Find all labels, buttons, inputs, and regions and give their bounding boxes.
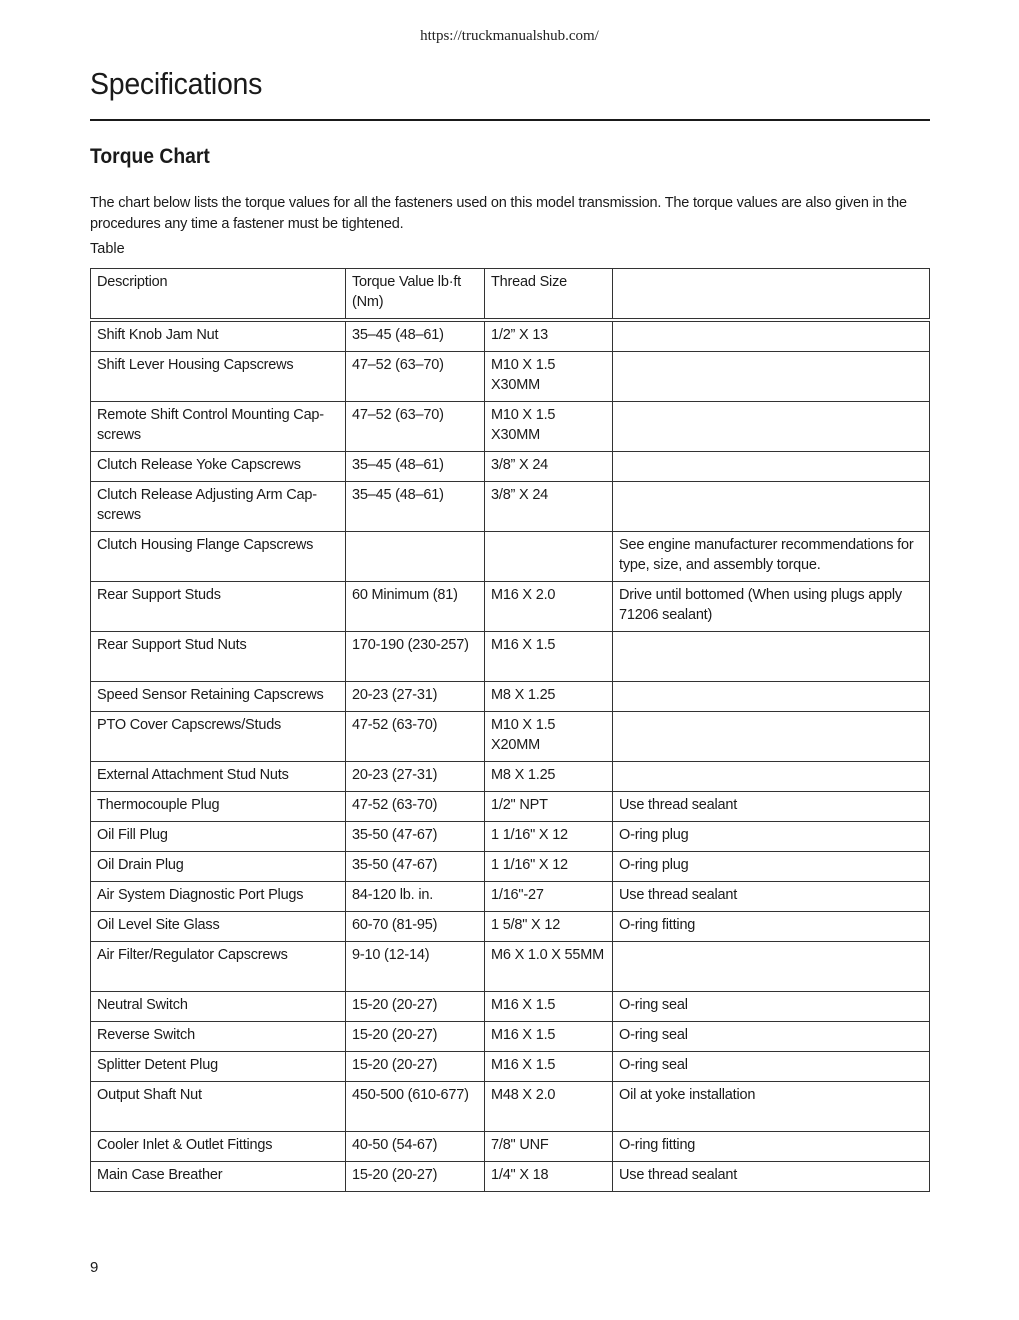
cell-torque: 20-23 (27-31) [346,762,485,792]
cell-torque: 47–52 (63–70) [346,402,485,452]
table-row [91,1082,930,1132]
cell-thread: M16 X 1.5 [485,992,613,1022]
cell-description: Rear Support Stud Nuts [91,632,346,682]
cell-notes: Use thread sealant [613,792,930,822]
table-row [91,320,930,352]
cell-torque: 60 Minimum (81) [346,582,485,632]
cell-description: Thermocouple Plug [91,792,346,822]
table-row [91,1132,930,1162]
cell-description: Shift Knob Jam Nut [91,320,346,352]
cell-description: Clutch Release Adjusting Arm Cap-screws [91,482,346,532]
torque-table [90,268,930,1192]
cell-thread: 1/16"-27 [485,882,613,912]
cell-thread: M6 X 1.0 X 55MM [485,942,613,992]
table-row [91,352,930,402]
cell-description: Clutch Housing Flange Capscrews [91,532,346,582]
table-row [91,882,930,912]
table-row [91,1052,930,1082]
cell-torque: 35-50 (47-67) [346,822,485,852]
header-thread-size: Thread Size [485,269,613,321]
cell-description: Output Shaft Nut [91,1082,346,1132]
cell-thread: M16 X 1.5 [485,1022,613,1052]
cell-description: Clutch Release Yoke Capscrews [91,452,346,482]
cell-thread: M10 X 1.5 X30MM [485,352,613,402]
page-title: Specifications [90,66,263,101]
cell-thread: M8 X 1.25 [485,682,613,712]
cell-notes [613,762,930,792]
title-divider [90,119,930,121]
cell-thread: 1/4" X 18 [485,1162,613,1192]
cell-torque: 15-20 (20-27) [346,992,485,1022]
header-description: Description [91,269,346,321]
cell-thread [485,532,613,582]
table-row [91,482,930,532]
cell-notes: O-ring fitting [613,1132,930,1162]
cell-torque: 35-50 (47-67) [346,852,485,882]
cell-notes [613,452,930,482]
cell-thread: M48 X 2.0 [485,1082,613,1132]
cell-notes: O-ring seal [613,1052,930,1082]
cell-thread: 3/8” X 24 [485,452,613,482]
page-number: 9 [90,1259,99,1276]
cell-notes: O-ring plug [613,822,930,852]
cell-description: Speed Sensor Retaining Capscrews [91,682,346,712]
cell-torque: 20-23 (27-31) [346,682,485,712]
cell-description: Main Case Breather [91,1162,346,1192]
cell-notes [613,682,930,712]
table-row [91,762,930,792]
header-row [91,269,930,321]
cell-notes: O-ring plug [613,852,930,882]
torque-table-body [91,320,930,1192]
cell-torque: 84-120 lb. in. [346,882,485,912]
cell-description: Rear Support Studs [91,582,346,632]
table-row [91,822,930,852]
table-row [91,992,930,1022]
cell-notes [613,942,930,992]
cell-torque: 47–52 (63–70) [346,352,485,402]
source-url: https://truckmanualshub.com/ [420,28,599,44]
cell-notes [613,632,930,682]
cell-description: Oil Level Site Glass [91,912,346,942]
cell-notes [613,320,930,352]
cell-description: Air System Diagnostic Port Plugs [91,882,346,912]
cell-notes: Drive until bottomed (When using plugs apply 71206 sealant) [613,582,930,632]
cell-torque [346,532,485,582]
cell-notes: O-ring seal [613,1022,930,1052]
table-row [91,582,930,632]
table-row [91,1022,930,1052]
cell-notes: Oil at yoke installation [613,1082,930,1132]
cell-notes: O-ring fitting [613,912,930,942]
table-row [91,632,930,682]
cell-notes [613,352,930,402]
table-row [91,532,930,582]
header-torque-value: Torque Value lb·ft (Nm) [346,269,485,321]
cell-description: Shift Lever Housing Capscrews [91,352,346,402]
cell-thread: 1 1/16" X 12 [485,822,613,852]
cell-torque: 15-20 (20-27) [346,1162,485,1192]
cell-thread: 7/8" UNF [485,1132,613,1162]
torque-table-header [91,269,930,321]
table-row [91,792,930,822]
section-title: Torque Chart [90,145,210,168]
cell-notes: O-ring seal [613,992,930,1022]
cell-torque: 47-52 (63-70) [346,712,485,762]
cell-description: Oil Drain Plug [91,852,346,882]
cell-thread: 1 5/8" X 12 [485,912,613,942]
table-label: Table [90,241,125,257]
cell-description: Oil Fill Plug [91,822,346,852]
table-row [91,712,930,762]
table-row [91,942,930,992]
cell-thread: 1/2" NPT [485,792,613,822]
cell-notes [613,402,930,452]
cell-thread: M10 X 1.5 X30MM [485,402,613,452]
cell-torque: 15-20 (20-27) [346,1052,485,1082]
table-row [91,682,930,712]
cell-torque: 170-190 (230-257) [346,632,485,682]
cell-torque: 35–45 (48–61) [346,482,485,532]
intro-paragraph: The chart below lists the torque values for all the fasteners used on this model transmission. The torque values are also given in the procedures any time a fastener must be tightened. [90,195,907,232]
cell-notes: See engine manufacturer recommendations for type, size, and assembly torque. [613,532,930,582]
cell-description: Cooler Inlet & Outlet Fittings [91,1132,346,1162]
cell-torque: 15-20 (20-27) [346,1022,485,1052]
cell-thread: M10 X 1.5 X20MM [485,712,613,762]
table-row [91,402,930,452]
table-row [91,1162,930,1192]
cell-description: External Attachment Stud Nuts [91,762,346,792]
cell-torque: 450-500 (610-677) [346,1082,485,1132]
cell-thread: 1 1/16" X 12 [485,852,613,882]
cell-notes: Use thread sealant [613,1162,930,1192]
cell-torque: 35–45 (48–61) [346,320,485,352]
cell-thread: M16 X 2.0 [485,582,613,632]
cell-torque: 60-70 (81-95) [346,912,485,942]
cell-description: PTO Cover Capscrews/Studs [91,712,346,762]
cell-torque: 47-52 (63-70) [346,792,485,822]
cell-thread: M16 X 1.5 [485,1052,613,1082]
table-row [91,852,930,882]
cell-notes [613,482,930,532]
cell-thread: M8 X 1.25 [485,762,613,792]
table-row [91,452,930,482]
cell-thread: 1/2” X 13 [485,320,613,352]
table-row [91,912,930,942]
cell-description: Remote Shift Control Mounting Cap-screws [91,402,346,452]
cell-torque: 40-50 (54-67) [346,1132,485,1162]
cell-description: Splitter Detent Plug [91,1052,346,1082]
cell-notes: Use thread sealant [613,882,930,912]
cell-torque: 35–45 (48–61) [346,452,485,482]
cell-description: Air Filter/Regulator Capscrews [91,942,346,992]
cell-thread: 3/8” X 24 [485,482,613,532]
cell-description: Neutral Switch [91,992,346,1022]
cell-description: Reverse Switch [91,1022,346,1052]
cell-notes [613,712,930,762]
cell-torque: 9-10 (12-14) [346,942,485,992]
header-notes [613,269,930,321]
cell-thread: M16 X 1.5 [485,632,613,682]
